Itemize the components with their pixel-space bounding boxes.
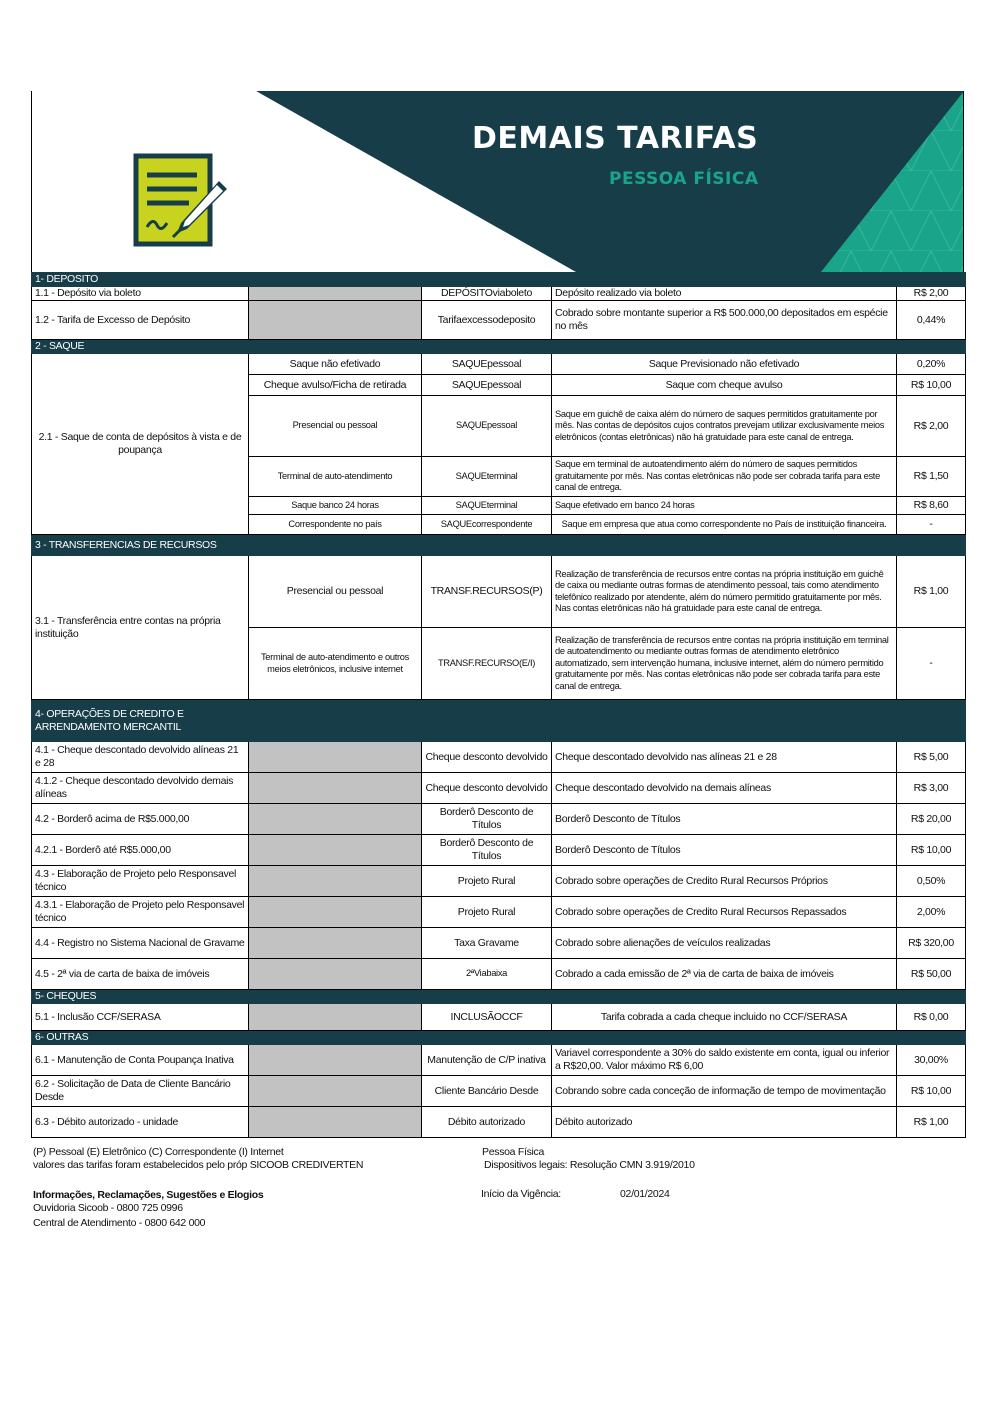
channel-cell: Cheque avulso/Ficha de retirada — [249, 375, 422, 396]
value-cell: R$ 2,00 — [897, 287, 966, 301]
code-cell: 2ªViabaixa — [422, 959, 552, 990]
value-cell: R$ 1,00 — [897, 1107, 966, 1138]
channel-cell: Presencial ou pessoal — [249, 396, 422, 457]
value-cell: R$ 1,00 — [897, 556, 966, 628]
section-title-line-1: 4- OPERAÇÕES DE CREDITO E — [35, 707, 184, 720]
section-header-saque — [32, 340, 966, 354]
channel-cell-empty — [249, 287, 422, 301]
code-cell: INCLUSÃOCCF — [422, 1004, 552, 1031]
page-title: DEMAIS TARIFAS — [472, 121, 759, 156]
value-cell: R$ 10,00 — [897, 1076, 966, 1107]
code-cell: SAQUEterminal — [422, 497, 552, 515]
channel-cell-empty — [249, 301, 422, 340]
section-title: 1- DEPOSITO — [32, 273, 966, 287]
code-cell: SAQUEcorrespondente — [422, 515, 552, 535]
footer-vigencia-label: Início da Vigência: — [481, 1188, 561, 1200]
description-cell: Saque com cheque avulso — [552, 375, 897, 396]
description-cell: Realização de transferência de recursos entre contas na própria instituição em terminal de autoatendimento ou mediante outras formas de atendimento eletrônico automatizado, sem intervenção humana, inclusive internet, além do número permitido gratuitamente por mês. Nas contas eletrônicas não pode ser cobrada tarifa para este canal de entrega. — [552, 628, 897, 700]
code-cell: Manutenção de C/P inativa — [422, 1045, 552, 1076]
code-cell: SAQUEterminal — [422, 457, 552, 497]
service-cell: 4.5 - 2ª via de carta de baixa de imóveis — [32, 959, 249, 990]
section-title: 5- CHEQUES — [32, 990, 966, 1004]
description-cell: Cobrado a cada emissão de 2ª via de carta de baixa de imóveis — [552, 959, 897, 990]
footer-contact-title: Informações, Reclamações, Sugestões e Elogios — [33, 1189, 264, 1201]
header-banner — [31, 91, 964, 272]
footer-legal: Dispositivos legais: Resolução CMN 3.919/2010 — [484, 1159, 695, 1171]
code-cell: Projeto Rural — [422, 897, 552, 928]
description-cell: Saque em guichê de caixa além do número de saques permitidos gratuitamente por mês. Nas contas de depósitos cujos contratos prevejam utilizar exclusivamente meios eletrônicos (contas eletrônicas) não há gratuidade para este canal de entrega. — [552, 396, 897, 457]
service-cell: 4.4 - Registro no Sistema Nacional de Gravame — [32, 928, 249, 959]
value-cell: R$ 1,50 — [897, 457, 966, 497]
service-cell: 1.1 - Depósito via boleto — [32, 287, 249, 301]
channel-cell-empty — [249, 804, 422, 835]
value-cell: - — [897, 515, 966, 535]
code-cell: SAQUEpessoal — [422, 396, 552, 457]
channel-cell: Terminal de auto-atendimento e outros meios eletrônicos, inclusive internet — [249, 628, 422, 700]
description-cell: Cobrado sobre operações de Credito Rural Recursos Repassados — [552, 897, 897, 928]
table-row — [32, 866, 966, 897]
service-cell: 4.1 - Cheque descontado devolvido alíneas 21 e 28 — [32, 742, 249, 773]
code-cell: Cheque desconto devolvido — [422, 742, 552, 773]
table-row — [32, 1107, 966, 1138]
table-row — [32, 897, 966, 928]
value-cell: R$ 8,60 — [897, 497, 966, 515]
value-cell: R$ 50,00 — [897, 959, 966, 990]
section-header-transferencias — [32, 535, 966, 556]
value-cell: R$ 5,00 — [897, 742, 966, 773]
description-cell: Cheque descontado devolvido nas alíneas 21 e 28 — [552, 742, 897, 773]
code-cell: TRANSF.RECURSO(E/I) — [422, 628, 552, 700]
section-title: 3 - TRANSFERENCIAS DE RECURSOS — [32, 535, 966, 556]
description-cell: Cobrando sobre cada conceção de informação de tempo de movimentação — [552, 1076, 897, 1107]
footer-central: Central de Atendimento - 0800 642 000 — [33, 1217, 206, 1229]
code-cell: Projeto Rural — [422, 866, 552, 897]
service-cell: 4.2 - Borderô acima de R$5.000,00 — [32, 804, 249, 835]
value-cell: R$ 20,00 — [897, 804, 966, 835]
description-cell: Débito autorizado — [552, 1107, 897, 1138]
table-row — [32, 1045, 966, 1076]
channel-cell-empty — [249, 928, 422, 959]
table-row — [32, 742, 966, 773]
document-signature-icon — [133, 153, 229, 251]
section-title: 6- OUTRAS — [32, 1031, 966, 1045]
table-row — [32, 1076, 966, 1107]
service-cell: 6.3 - Débito autorizado - unidade — [32, 1107, 249, 1138]
value-cell: 0,44% — [897, 301, 966, 340]
value-cell: R$ 10,00 — [897, 375, 966, 396]
value-cell: R$ 2,00 — [897, 396, 966, 457]
channel-cell-empty — [249, 835, 422, 866]
channel-cell-empty — [249, 1004, 422, 1031]
channel-cell: Correspondente no país — [249, 515, 422, 535]
value-cell: R$ 3,00 — [897, 773, 966, 804]
section-title-line-2: ARRENDAMENTO MERCANTIL — [35, 720, 182, 733]
code-cell: Borderô Desconto de Títulos — [422, 804, 552, 835]
value-cell: 0,20% — [897, 354, 966, 375]
description-cell: Realização de transferência de recursos entre contas na própria instituição em guichê de caixa ou mediante outras formas de atendimento pessoal, tais como atendimento telefônico realizado por atendente, além do número permitido gratuitamente por mês. Nas contas eletrônicas não há gratuidade para este canal de entrega. — [552, 556, 897, 628]
code-cell: TRANSF.RECURSOS(P) — [422, 556, 552, 628]
channel-cell-empty — [249, 959, 422, 990]
table-row — [32, 287, 966, 301]
section-title — [32, 700, 966, 742]
table-row — [32, 556, 966, 628]
description-cell: Saque Previsionado não efetivado — [552, 354, 897, 375]
description-cell: Saque em empresa que atua como correspondente no País de instituição financeira. — [552, 515, 897, 535]
channel-cell: Presencial ou pessoal — [249, 556, 422, 628]
page-subtitle: PESSOA FÍSICA — [609, 169, 759, 189]
channel-cell-empty — [249, 1107, 422, 1138]
value-cell: - — [897, 628, 966, 700]
footer-legend: (P) Pessoal (E) Eletrônico (C) Correspondente (I) Internet — [33, 1146, 284, 1158]
footer-ouvidoria: Ouvidoria Sicoob - 0800 725 0996 — [33, 1202, 183, 1214]
code-cell: DEPÓSITOviaboleto — [422, 287, 552, 301]
table-row — [32, 301, 966, 340]
code-cell: Débito autorizado — [422, 1107, 552, 1138]
value-cell: 2,00% — [897, 897, 966, 928]
fees-table — [31, 272, 966, 1138]
service-cell: 3.1 - Transferência entre contas na própria instituição — [32, 556, 249, 700]
service-cell: 1.2 - Tarifa de Excesso de Depósito — [32, 301, 249, 340]
right-border — [963, 91, 964, 272]
service-cell: 2.1 - Saque de conta de depósitos à vista e de poupança — [32, 354, 249, 535]
table-row — [32, 835, 966, 866]
code-cell: Cheque desconto devolvido — [422, 773, 552, 804]
table-row — [32, 354, 966, 375]
code-cell: Cliente Bancário Desde — [422, 1076, 552, 1107]
code-cell: Tarifaexcessodeposito — [422, 301, 552, 340]
value-cell: R$ 320,00 — [897, 928, 966, 959]
section-title: 2 - SAQUE — [32, 340, 966, 354]
code-cell: SAQUEpessoal — [422, 354, 552, 375]
table-row — [32, 804, 966, 835]
value-cell: 0,50% — [897, 866, 966, 897]
service-cell: 5.1 - Inclusão CCF/SERASA — [32, 1004, 249, 1031]
section-header-outras — [32, 1031, 966, 1045]
description-cell: Cobrado sobre montante superior a R$ 500.000,00 depositados em espécie no mês — [552, 301, 897, 340]
description-cell: Cobrado sobre alienações de veículos realizadas — [552, 928, 897, 959]
channel-cell-empty — [249, 773, 422, 804]
table-row — [32, 1004, 966, 1031]
left-border — [31, 91, 32, 272]
section-header-deposito — [32, 273, 966, 287]
value-cell: R$ 0,00 — [897, 1004, 966, 1031]
section-header-cheques — [32, 990, 966, 1004]
value-cell: R$ 10,00 — [897, 835, 966, 866]
code-cell: Borderô Desconto de Títulos — [422, 835, 552, 866]
description-cell: Cheque descontado devolvido na demais alíneas — [552, 773, 897, 804]
value-cell: 30,00% — [897, 1045, 966, 1076]
description-cell: Saque em terminal de autoatendimento além do número de saques permitidos gratuitamente por mês. Nas contas eletrônicas não pode ser cobrada tarifa para este canal de entrega. — [552, 457, 897, 497]
table-row — [32, 959, 966, 990]
description-cell: Cobrado sobre operações de Credito Rural Recursos Próprios — [552, 866, 897, 897]
description-cell: Borderô Desconto de Títulos — [552, 804, 897, 835]
description-cell: Saque efetivado em banco 24 horas — [552, 497, 897, 515]
footer-note: valores das tarifas foram estabelecidos pelo próp SICOOB CREDIVERTEN — [33, 1159, 364, 1171]
code-cell: SAQUEpessoal — [422, 375, 552, 396]
description-cell: Depósito realizado via boleto — [552, 287, 897, 301]
channel-cell: Saque banco 24 horas — [249, 497, 422, 515]
code-cell: Taxa Gravame — [422, 928, 552, 959]
table-row — [32, 928, 966, 959]
service-cell: 6.2 - Solicitação de Data de Cliente Bancário Desde — [32, 1076, 249, 1107]
footer-vigencia-date: 02/01/2024 — [620, 1188, 670, 1200]
table-row — [32, 773, 966, 804]
channel-cell-empty — [249, 742, 422, 773]
footer-client-type: Pessoa Física — [482, 1146, 545, 1158]
description-cell: Variavel correspondente a 30% do saldo existente em conta, igual ou inferior a R$20,00. Valor máximo R$ 6,00 — [552, 1045, 897, 1076]
channel-cell-empty — [249, 897, 422, 928]
service-cell: 4.2.1 - Borderô até R$5.000,00 — [32, 835, 249, 866]
channel-cell-empty — [249, 1045, 422, 1076]
service-cell: 4.3 - Elaboração de Projeto pelo Responsavel técnico — [32, 866, 249, 897]
section-header-operacoes — [32, 700, 966, 742]
service-cell: 6.1 - Manutenção de Conta Poupança Inativa — [32, 1045, 249, 1076]
channel-cell-empty — [249, 1076, 422, 1107]
description-cell: Borderô Desconto de Títulos — [552, 835, 897, 866]
service-cell: 4.1.2 - Cheque descontado devolvido demais alíneas — [32, 773, 249, 804]
channel-cell-empty — [249, 866, 422, 897]
service-cell: 4.3.1 - Elaboração de Projeto pelo Responsavel técnico — [32, 897, 249, 928]
description-cell: Tarifa cobrada a cada cheque incluido no CCF/SERASA — [552, 1004, 897, 1031]
channel-cell: Saque não efetivado — [249, 354, 422, 375]
channel-cell: Terminal de auto-atendimento — [249, 457, 422, 497]
